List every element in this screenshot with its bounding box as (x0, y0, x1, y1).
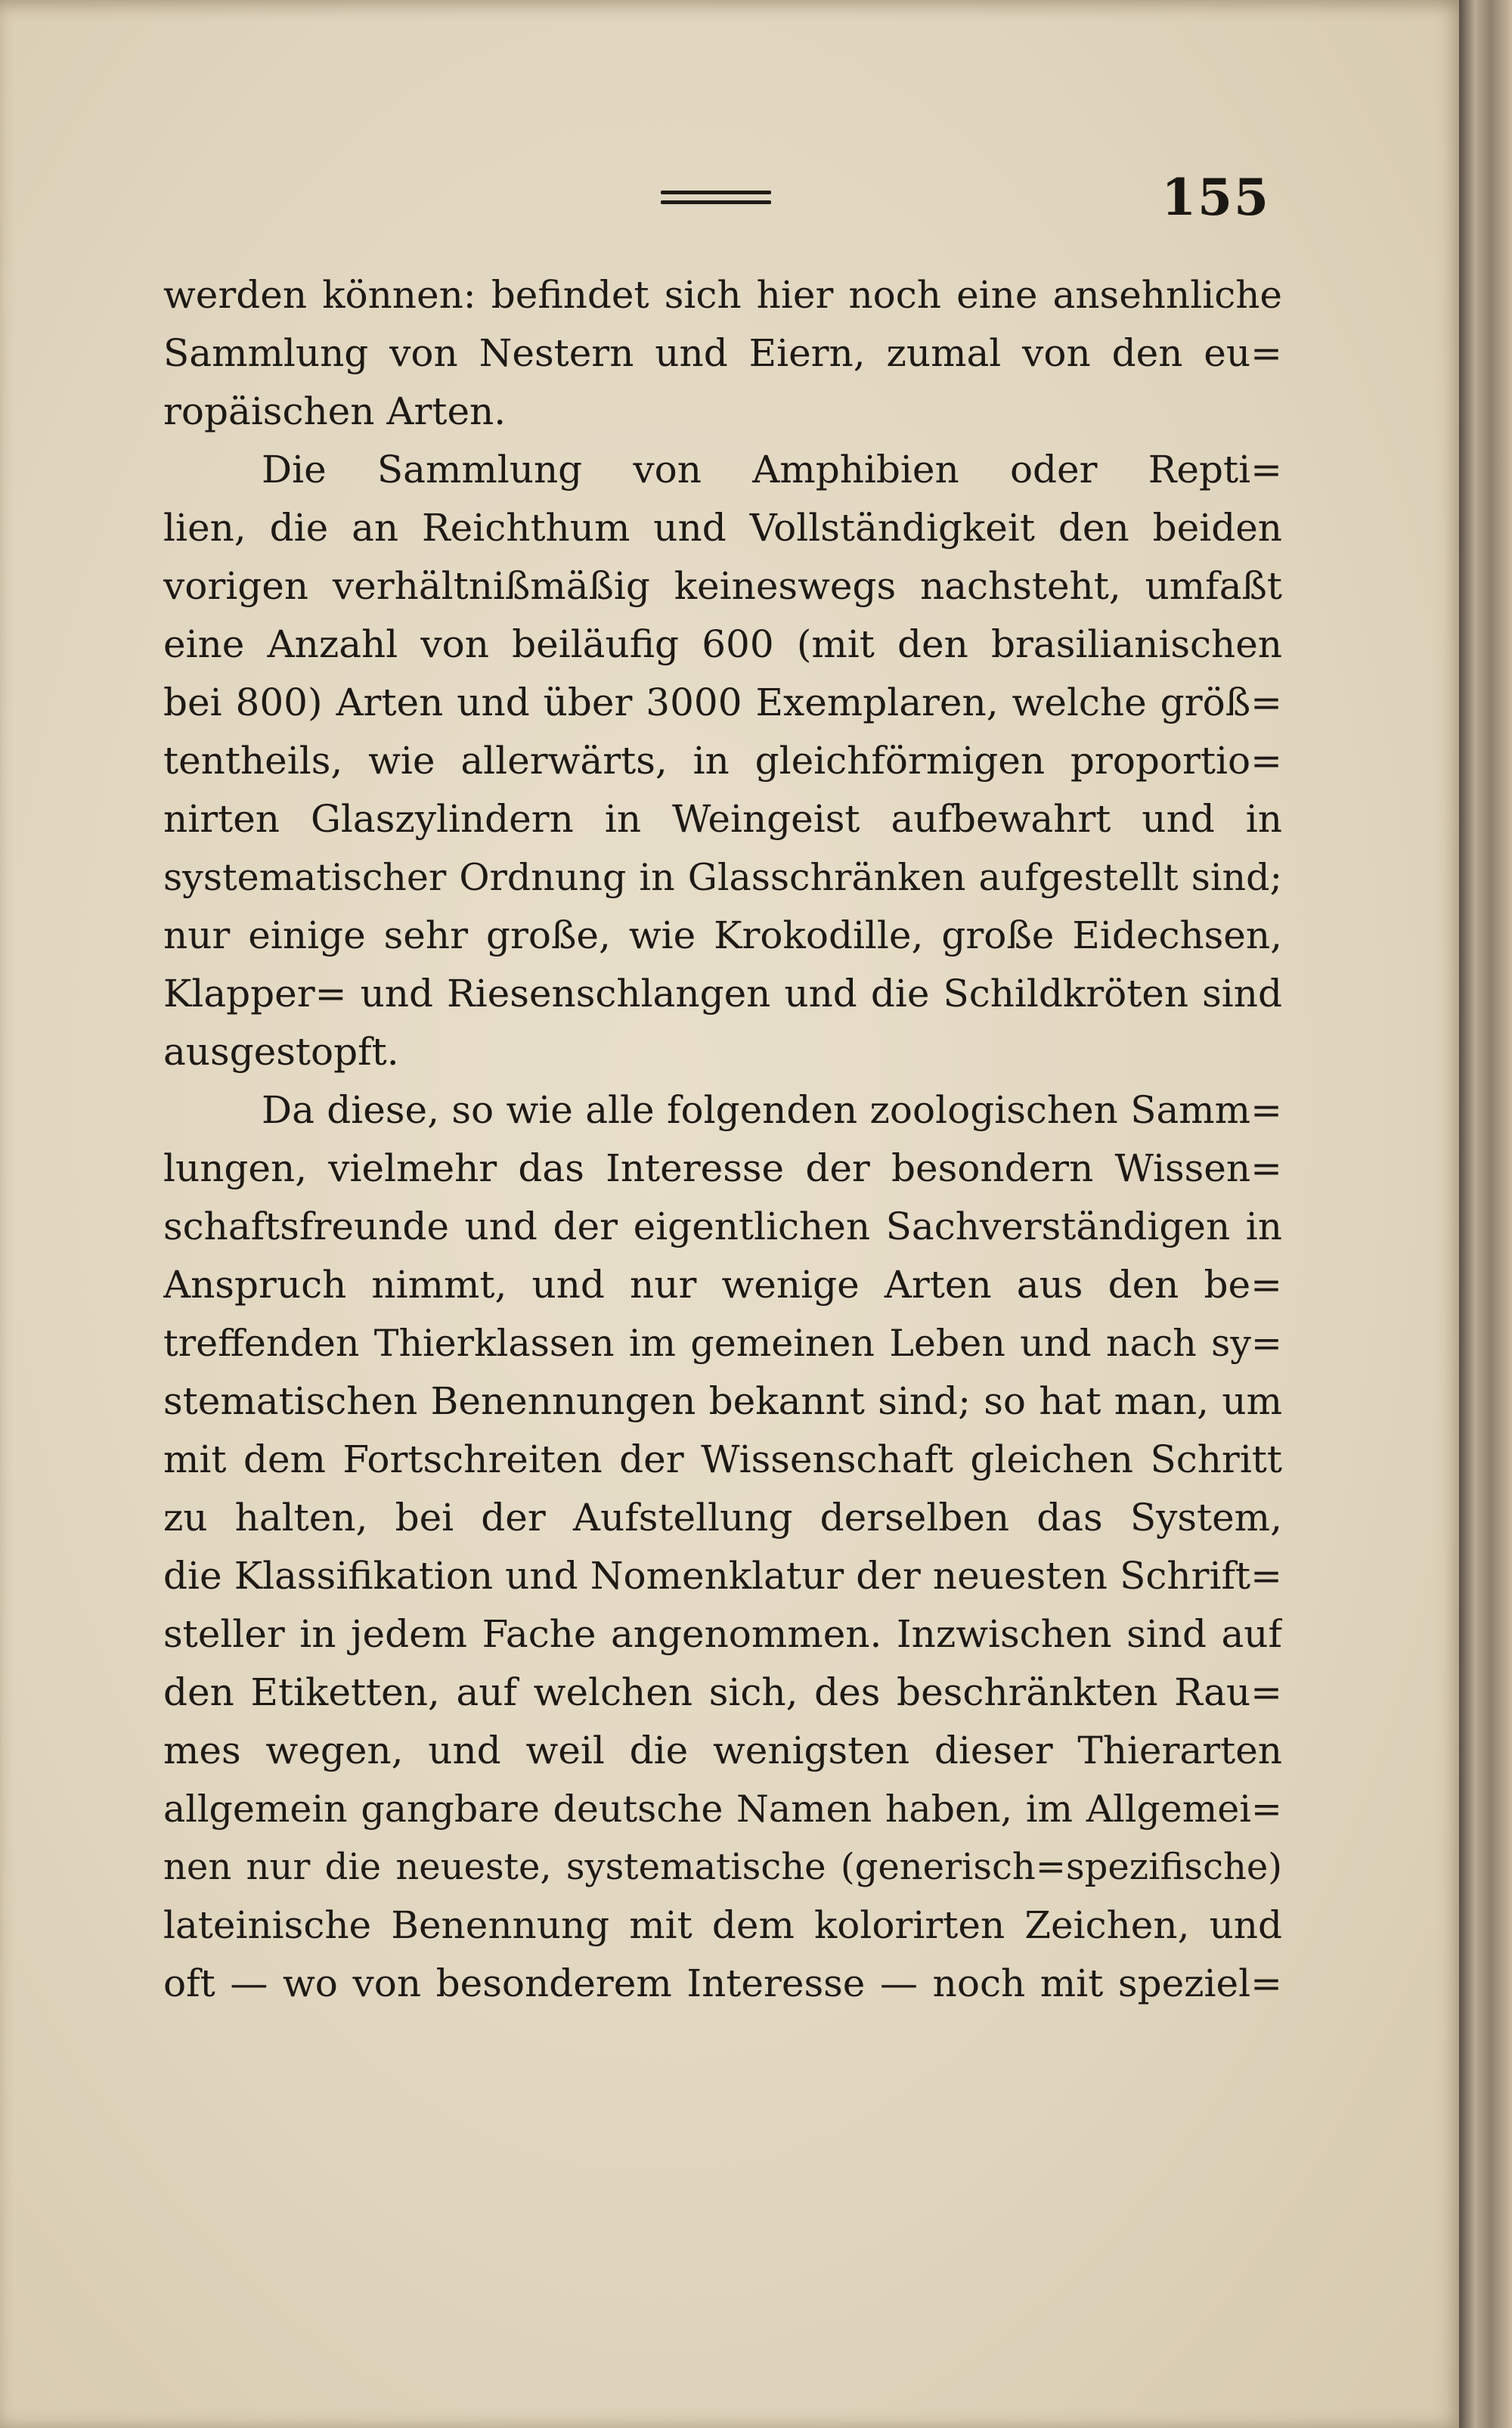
text-line: Die Sammlung von Amphibien oder Repti= (262, 448, 1282, 491)
text-line: allgemein gangbare deutsche Namen haben, im Allgemei= (163, 1788, 1282, 1831)
header-rule-line (661, 200, 771, 204)
text-line: vorigen verhältnißmäßig keineswegs nachsteht, umfaßt (163, 564, 1282, 608)
text-line: schaftsfreunde und der eigentlichen Sachverständigen in (163, 1205, 1282, 1248)
text-line: nirten Glaszylindern in Weingeist aufbewahrt und in (163, 797, 1282, 841)
page-number: 155 (1161, 168, 1270, 227)
text-line: tentheils, wie allerwärts, in gleichförmigen proportio= (163, 739, 1282, 783)
text-line: nur einige sehr große, wie Krokodille, große Eidechsen, (163, 913, 1282, 957)
header-rule-line (661, 191, 771, 194)
text-line: Sammlung von Nestern und Eiern, zumal von den eu= (163, 331, 1282, 375)
text-line: oft — wo von besonderem Interesse — noch mit speziel= (163, 1961, 1282, 2005)
text-line: ropäischen Arten. (163, 389, 507, 433)
text-line: ausgestopft. (163, 1030, 399, 1074)
text-line: treffenden Thierklassen im gemeinen Leben und nach sy= (163, 1322, 1282, 1365)
text-line: werden können: befindet sich hier noch eine ansehnliche (163, 273, 1282, 317)
text-line: die Klassifikation und Nomenklatur der neuesten Schrift= (163, 1554, 1282, 1598)
text-line: systematischer Ordnung in Glasschränken aufgestellt sind; (163, 856, 1282, 899)
text-line: nen nur die neueste, systematische (generisch=spezifische) (163, 1846, 1282, 1888)
text-line: mit dem Fortschreiten der Wissenschaft gleichen Schritt (163, 1437, 1282, 1481)
text-line: mes wegen, und weil die wenigsten dieser Thierarten (163, 1729, 1282, 1772)
text-line: den Etiketten, auf welchen sich, des beschränkten Rau= (163, 1670, 1282, 1714)
text-line: stematischen Benennungen bekannt sind; so hat man, um (163, 1379, 1282, 1423)
text-line: Anspruch nimmt, und nur wenige Arten aus den be= (163, 1263, 1282, 1307)
text-line: zu halten, bei der Aufstellung derselben das System, (163, 1496, 1282, 1540)
text-line: lien, die an Reichthum und Vollständigkeit den beiden (163, 506, 1282, 550)
text-line: lungen, vielmehr das Interesse der besondern Wissen= (163, 1146, 1282, 1190)
text-line: eine Anzahl von beiläufig 600 (mit den brasilianischen (163, 622, 1282, 666)
text-line: steller in jedem Fache angenommen. Inzwischen sind auf (163, 1612, 1282, 1656)
header-rule (661, 191, 771, 204)
book-page-edges (1459, 0, 1512, 2428)
text-line: Da diese, so wie alle folgenden zoologischen Samm= (262, 1088, 1282, 1132)
text-line: bei 800) Arten und über 3000 Exemplaren, welche größ= (163, 681, 1282, 724)
text-line: lateinische Benennung mit dem kolorirten Zeichen, und (163, 1903, 1282, 1947)
body-text (163, 266, 1282, 2013)
text-line: Klapper= und Riesenschlangen und die Schildkröten sind (163, 972, 1282, 1016)
